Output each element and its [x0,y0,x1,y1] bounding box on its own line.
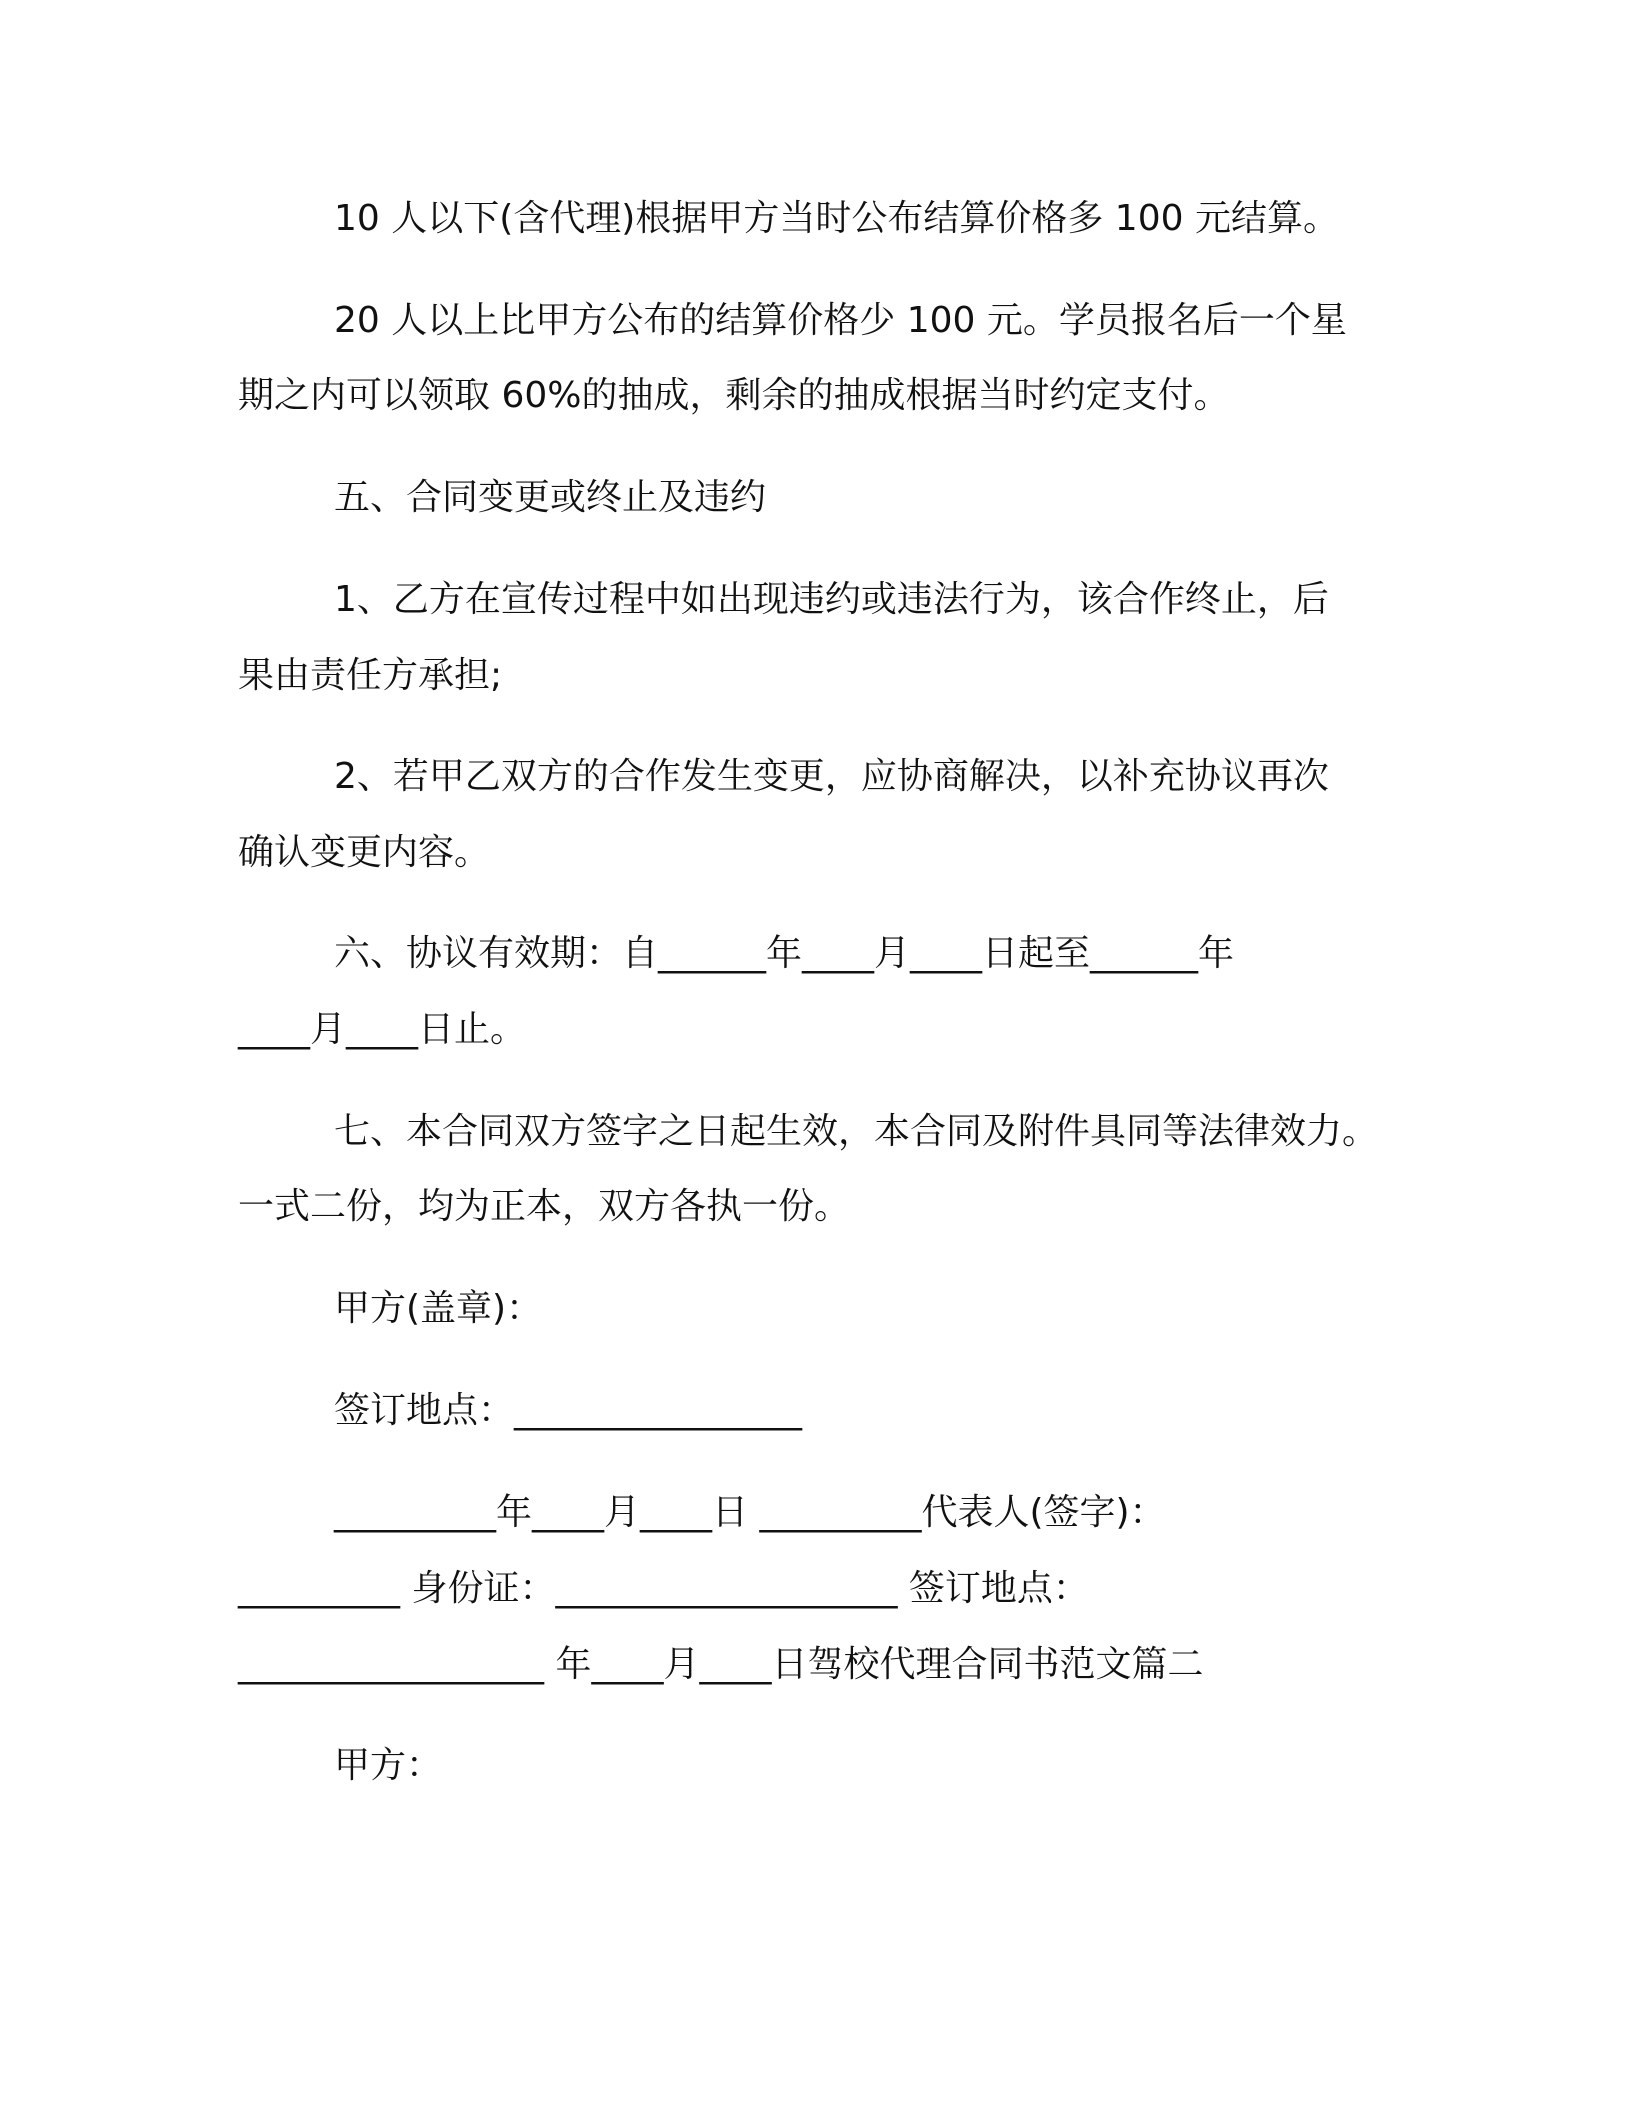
clause-five-two-continued: 确认变更内容。 [238,832,491,873]
id-signing-place-line: _________ 身份证：___________________ 签订地点： [238,1568,1089,1609]
clause-five-one: 1、乙方在宣传过程中如出现违约或违法行为，该合作终止，后 [334,579,1329,620]
clause-five-two: 2、若甲乙双方的合作发生变更，应协商解决，以补充协议再次 [334,756,1329,797]
section-six-validity: 六、协议有效期：自______年____月____日起至______年 [334,933,1235,974]
signing-place-line: 签订地点：________________ [334,1390,803,1431]
section-six-validity-continued: ____月____日止。 [238,1009,527,1050]
commission-payment-text: 期之内可以领取 60%的抽成，剩余的抽成根据当时约定支付。 [238,375,1230,416]
settlement-rule-over-20: 20 人以上比甲方公布的结算价格少 100 元。学员报名后一个星 [334,300,1347,341]
party-a-label: 甲方： [334,1745,443,1786]
date-representative-line: _________年____月____日 _________代表人(签字)： [334,1492,1166,1533]
party-a-seal-label: 甲方(盖章)： [334,1288,543,1329]
section-five-heading: 五、合同变更或终止及违约 [334,477,767,518]
clause-five-one-continued: 果由责任方承担; [238,655,503,696]
settlement-rule-under-10: 10 人以下(含代理)根据甲方当时公布结算价格多 100 元结算。 [334,198,1339,239]
date-next-template-line: _________________ 年____月____日驾校代理合同书范文篇二 [238,1644,1204,1685]
section-seven-copies: 一式二份，均为正本，双方各执一份。 [238,1186,851,1227]
section-seven-effect: 七、本合同双方签字之日起生效，本合同及附件具同等法律效力。 [334,1111,1379,1152]
